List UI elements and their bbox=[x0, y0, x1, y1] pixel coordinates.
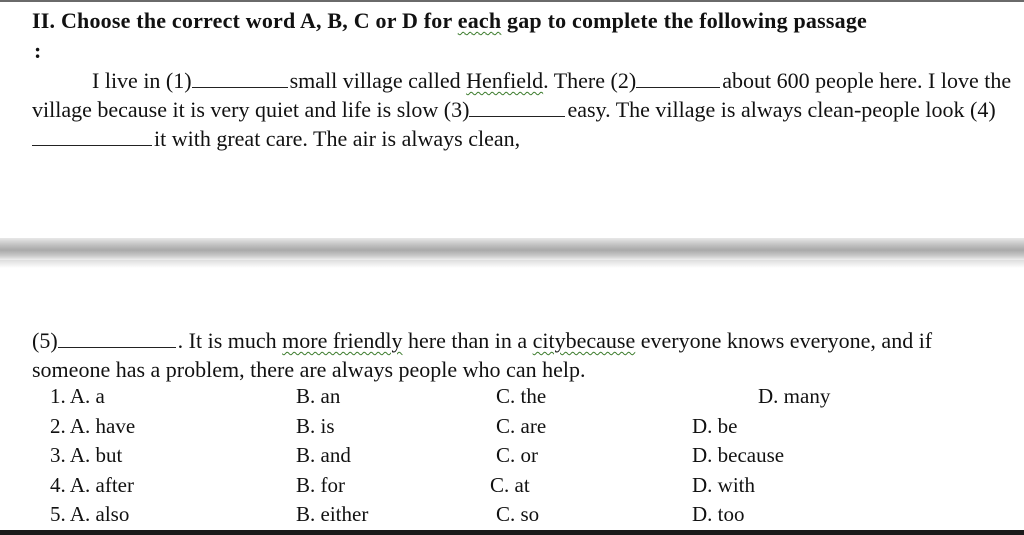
option-a[interactable]: 3. A. but bbox=[50, 443, 123, 467]
page-divider-shadow bbox=[0, 260, 1024, 268]
option-c[interactable]: C. at bbox=[490, 472, 530, 497]
options-row bbox=[0, 502, 1024, 532]
options-row bbox=[0, 443, 1024, 473]
heading-squiggle-word: each bbox=[457, 8, 502, 33]
exercise-number: II. bbox=[32, 8, 56, 33]
top-border bbox=[0, 0, 1024, 2]
passage1-text-1: I live in (1) bbox=[92, 68, 192, 93]
option-c[interactable]: C. so bbox=[496, 502, 540, 526]
option-c[interactable]: C. or bbox=[496, 443, 538, 467]
option-b[interactable]: B. either bbox=[296, 502, 369, 526]
passage-part-1 bbox=[32, 66, 1012, 153]
bottom-border bbox=[0, 530, 1024, 535]
question-number: 3. bbox=[50, 443, 66, 467]
passage1-text-3: . There (2) bbox=[543, 68, 637, 93]
option-c[interactable]: C. the bbox=[496, 384, 547, 408]
question-number: 4. bbox=[50, 472, 66, 497]
passage1-text-5: easy. The village is always clean-people look (4) bbox=[567, 97, 996, 122]
gap-5[interactable] bbox=[58, 329, 176, 348]
passage1-text-2: small village called bbox=[289, 68, 467, 93]
option-b[interactable]: B. is bbox=[296, 413, 335, 438]
option-d[interactable]: D. many bbox=[758, 384, 831, 408]
options-row bbox=[0, 473, 1024, 503]
options-row bbox=[0, 414, 1024, 444]
options-table bbox=[0, 384, 1024, 532]
question-number: 2. bbox=[50, 413, 66, 438]
passage2-text-3: here than in a bbox=[402, 328, 533, 353]
passage2-text-2: . It is much bbox=[177, 328, 283, 353]
option-a[interactable]: 2. A. have bbox=[50, 413, 136, 438]
exercise-heading bbox=[32, 7, 1012, 35]
gap-2[interactable] bbox=[636, 69, 720, 88]
squiggle-more-friendly: more friendly bbox=[282, 328, 403, 353]
question-number: 5. bbox=[50, 502, 66, 526]
passage2-text-4: everyone knows everyone, and if someone has a problem, there are always people who can help. bbox=[32, 328, 933, 382]
passage2-text-1: (5) bbox=[32, 328, 58, 353]
option-b[interactable]: B. and bbox=[296, 443, 351, 467]
heading-text-a: Choose the correct word A, B, C or D for bbox=[60, 8, 458, 33]
passage-part-2 bbox=[32, 326, 1012, 384]
heading-colon: : bbox=[34, 38, 42, 63]
option-b[interactable]: B. for bbox=[296, 472, 345, 497]
option-b[interactable]: B. an bbox=[296, 384, 341, 408]
passage1-text-4: about 600 people here. I love the village because it is very quiet and life is slow (3) bbox=[32, 68, 1012, 122]
squiggle-citybecause: citybecause bbox=[532, 328, 636, 353]
passage1-text-6: it with great care. The air is always clean, bbox=[154, 126, 521, 151]
gap-3[interactable] bbox=[469, 98, 565, 117]
gap-4[interactable] bbox=[32, 127, 152, 146]
option-d[interactable]: D. because bbox=[692, 443, 785, 467]
option-a[interactable]: 1. A. a bbox=[50, 384, 105, 408]
option-d[interactable]: D. be bbox=[692, 413, 738, 438]
option-d[interactable]: D. too bbox=[692, 502, 745, 526]
option-a[interactable]: 4. A. after bbox=[50, 472, 134, 497]
heading-text-b: gap to complete the following passage bbox=[501, 8, 868, 33]
option-a[interactable]: 5. A. also bbox=[50, 502, 130, 526]
option-d[interactable]: D. with bbox=[692, 472, 755, 497]
question-number: 1. bbox=[50, 384, 66, 408]
gap-1[interactable] bbox=[192, 69, 288, 88]
village-name: Henfield bbox=[466, 68, 544, 93]
option-c[interactable]: C. are bbox=[496, 413, 547, 438]
page-divider bbox=[0, 238, 1024, 260]
options-row bbox=[0, 384, 1024, 414]
